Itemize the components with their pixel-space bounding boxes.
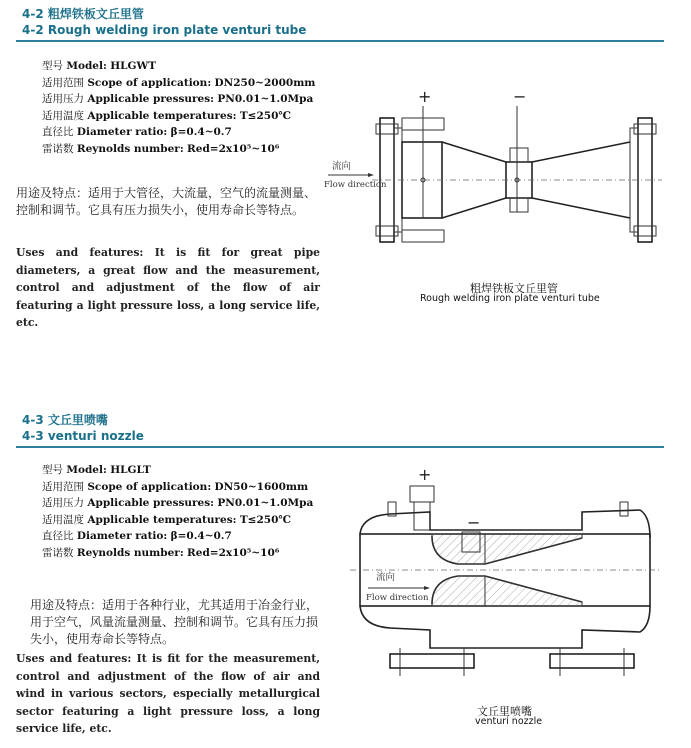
section-2-features-en: Uses and features: It is fit for the measurement, control and adjustment of the flow of air and wind in various sectors, especially metallurgical sector featuring a light pressure loss, a long service life, etc.: [16, 652, 320, 735]
minus-sign: −: [467, 513, 481, 532]
section-2-features-cn: 用途及特点：适用于各种行业，尤其适用于冶金行业，用于空气，风量流量测量、控制和调节。它具有压力损失小，使用寿命长等特点。: [30, 598, 319, 646]
diagram-1-caption-cn: 粗焊铁板文丘里管: [470, 282, 558, 295]
section-1-divider: [16, 40, 664, 42]
spec-row: 直径比 Diameter ratio: β=0.4~0.7: [42, 530, 232, 542]
spec-row: 型号 Model: HLGLT: [42, 464, 151, 476]
flow-label-en: Flow direction: [324, 180, 387, 190]
section-1-title-en: 4-2 Rough welding iron plate venturi tube: [22, 23, 307, 37]
spec-row: 适用范围 Scope of application: DN250~2000mm: [42, 76, 316, 89]
spec-row: 直径比 Diameter ratio: β=0.4~0.7: [42, 126, 232, 138]
section-2-divider: [16, 446, 664, 448]
section-1-features-cn: 用途及特点：适用于大管径，大流量，空气的流量测量、控制和调节。它具有压力损失小，使用寿命长等特点。: [16, 186, 317, 217]
plus-sign: +: [418, 465, 432, 484]
section-1-spec-list: [42, 58, 315, 157]
diagram-2-caption-cn: 文丘里喷嘴: [477, 705, 532, 718]
flow-label-cn: 流向: [332, 161, 352, 172]
spec-row: 适用温度 Applicable temperatures: T≤250℃: [42, 109, 291, 122]
spec-row: 适用压力 Applicable pressures: PN0.01~1.0Mpa: [42, 93, 314, 105]
plus-sign: +: [418, 87, 432, 106]
flow-label-en: Flow direction: [366, 593, 429, 603]
section-2-spec-list: [42, 462, 313, 561]
section-1-title-cn: 4-2 粗焊铁板文丘里管: [22, 7, 144, 21]
minus-sign: −: [513, 87, 527, 106]
spec-row: 适用温度 Applicable temperatures: T≤250℃: [42, 513, 291, 526]
spec-row: 型号 Model: HLGWT: [42, 60, 157, 72]
diagram-2-caption-en: venturi nozzle: [475, 716, 543, 727]
spec-row: 雷诺数 Reynolds number: Red=2x10⁵~10⁶: [42, 546, 280, 559]
section-1-features-en: Uses and features: It is fit for great pipe diameters, a great flow and the measurement, control and adjustment of the flow of air featuring a light pressure loss, a long service life, etc.: [16, 246, 320, 329]
section-2-title-en: 4-3 venturi nozzle: [22, 429, 144, 443]
diagram-1-caption-en: Rough welding iron plate venturi tube: [420, 293, 600, 304]
spec-row: 雷诺数 Reynolds number: Red=2x10⁵~10⁶: [42, 142, 280, 155]
flow-label-cn: 流向: [376, 572, 396, 583]
venturi-nozzle-drawing: [350, 466, 670, 691]
spec-row: 适用压力 Applicable pressures: PN0.01~1.0Mpa: [42, 497, 314, 509]
spec-row: 适用范围 Scope of application: DN50~1600mm: [42, 480, 309, 493]
section-2-title-cn: 4-3 文丘里喷嘴: [22, 413, 108, 427]
venturi-tube-drawing: [324, 87, 672, 258]
